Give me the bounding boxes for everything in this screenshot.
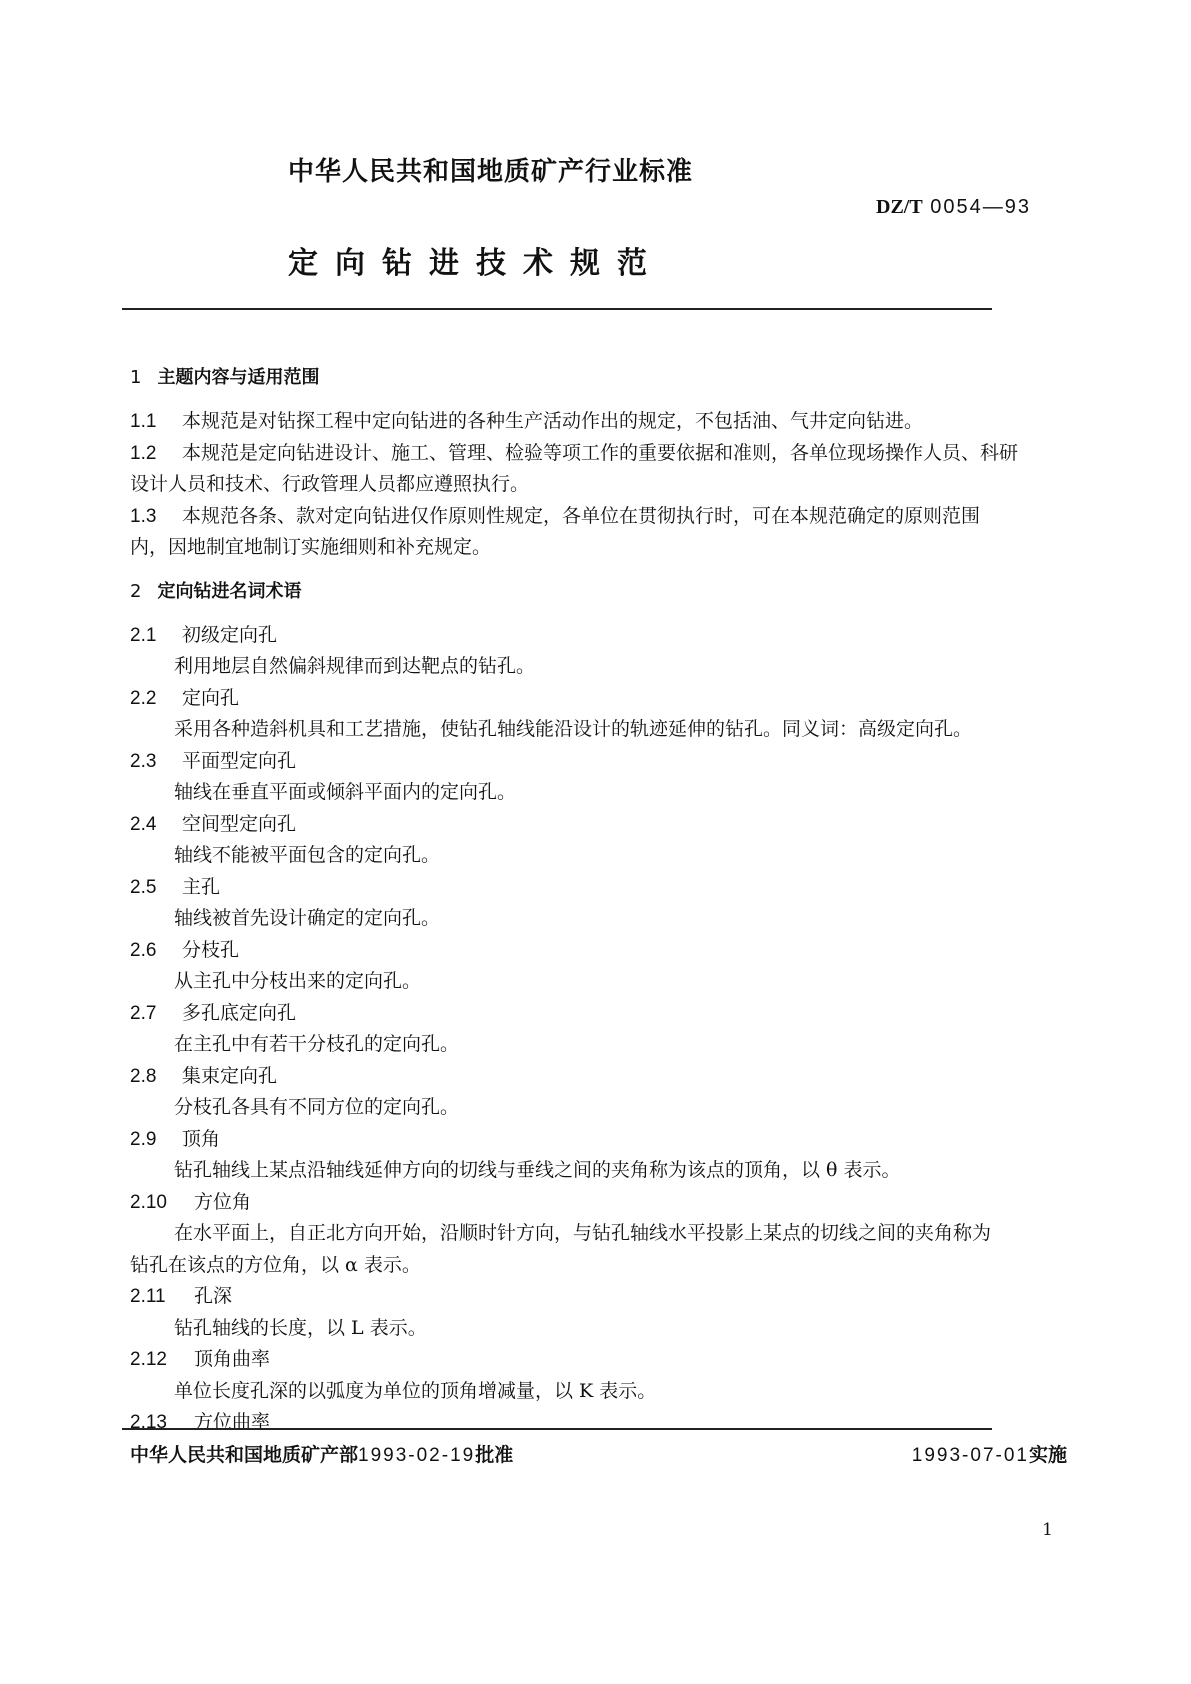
term-name: 方位曲率 bbox=[194, 1411, 271, 1433]
clause-text: 本规范是定向钻进设计、施工、管理、检验等项工作的重要依据和准则，各单位现场操作人员、科研 bbox=[182, 441, 1019, 464]
term-name: 初级定向孔 bbox=[182, 623, 278, 646]
effective-label: 实施 bbox=[1028, 1444, 1067, 1466]
clause-text: 本规范各条、款对定向钻进仅作原则性规定，各单位在贯彻执行时，可在本规范确定的原则范围 bbox=[182, 504, 981, 527]
term-definition: 钻孔轴线的长度，以 L 表示。 bbox=[174, 1316, 427, 1339]
term-number: 2.2 bbox=[130, 687, 157, 709]
approval-date: 1993-02-19 bbox=[358, 1445, 476, 1466]
section-heading-1 bbox=[130, 362, 1070, 394]
term-2-13 bbox=[130, 1407, 1070, 1439]
term-2-8 bbox=[130, 1061, 1070, 1093]
term-2-12 bbox=[130, 1344, 1070, 1376]
term-number: 2.5 bbox=[130, 876, 157, 898]
section-number: 2 bbox=[130, 580, 142, 602]
term-number: 2.10 bbox=[130, 1191, 167, 1213]
document-body bbox=[130, 362, 1070, 1439]
document-title: 定向钻进技术规范 bbox=[288, 246, 664, 281]
term-number: 2.4 bbox=[130, 813, 157, 835]
effective-statement bbox=[912, 1440, 1067, 1467]
term-2-11 bbox=[130, 1281, 1070, 1313]
section-number: 1 bbox=[130, 367, 142, 388]
section-title: 主题内容与适用范围 bbox=[157, 367, 320, 388]
term-number: 2.3 bbox=[130, 750, 157, 772]
term-definition: 在主孔中有若干分枝孔的定向孔。 bbox=[174, 1033, 460, 1055]
term-number: 2.8 bbox=[130, 1065, 157, 1087]
term-definition: 单位长度孔深的以弧度为单位的顶角增减量，以 K 表示。 bbox=[174, 1379, 657, 1402]
section-heading-2 bbox=[130, 576, 1070, 608]
term-definition: 轴线在垂直平面或倾斜平面内的定向孔。 bbox=[174, 781, 517, 803]
term-definition: 轴线被首先设计确定的定向孔。 bbox=[174, 907, 441, 929]
clause-text-continuation: 内，因地制宜地制订实施细则和补充规定。 bbox=[130, 536, 492, 558]
term-name: 方位角 bbox=[194, 1190, 252, 1213]
term-name: 空间型定向孔 bbox=[182, 812, 297, 835]
section-title: 定向钻进名词术语 bbox=[157, 580, 302, 602]
term-name: 多孔底定向孔 bbox=[182, 1001, 297, 1024]
clause-number: 1.1 bbox=[130, 411, 157, 432]
term-2-1 bbox=[130, 620, 1070, 652]
term-name: 集束定向孔 bbox=[182, 1064, 278, 1087]
term-definition: 钻孔轴线上某点沿轴线延伸方向的切线与垂线之间的夹角称为该点的顶角，以 θ 表示。 bbox=[174, 1159, 901, 1181]
footer-divider bbox=[122, 1428, 992, 1430]
term-definition: 分枝孔各具有不同方位的定向孔。 bbox=[174, 1096, 460, 1118]
term-definition: 轴线不能被平面包含的定向孔。 bbox=[174, 844, 441, 866]
page-number: 1 bbox=[1042, 1520, 1053, 1540]
clause-1-3 bbox=[130, 501, 1070, 533]
term-2-4 bbox=[130, 809, 1070, 841]
effective-date: 1993-07-01 bbox=[911, 1445, 1029, 1466]
term-number: 2.13 bbox=[130, 1412, 167, 1433]
issuing-standard-category: 中华人民共和国地质矿产行业标准 bbox=[288, 157, 694, 187]
term-name: 孔深 bbox=[194, 1285, 233, 1307]
term-2-5 bbox=[130, 872, 1070, 904]
term-2-3 bbox=[130, 746, 1070, 778]
term-name: 平面型定向孔 bbox=[182, 749, 297, 772]
term-number: 2.9 bbox=[130, 1128, 157, 1150]
term-definition: 从主孔中分枝出来的定向孔。 bbox=[174, 970, 422, 992]
clause-number: 1.2 bbox=[130, 442, 157, 464]
term-definition: 利用地层自然偏斜规律而到达靶点的钻孔。 bbox=[174, 655, 536, 677]
term-number: 2.7 bbox=[130, 1002, 157, 1024]
standard-code-number: 0054—93 bbox=[930, 196, 1031, 218]
term-number: 2.11 bbox=[130, 1286, 166, 1307]
term-definition-continuation: 钻孔在该点的方位角，以 α 表示。 bbox=[130, 1253, 421, 1276]
header-divider bbox=[122, 308, 992, 310]
term-number: 2.6 bbox=[130, 939, 157, 961]
term-2-6 bbox=[130, 935, 1070, 967]
term-number: 2.12 bbox=[130, 1349, 167, 1370]
term-name: 定向孔 bbox=[182, 686, 240, 709]
term-name: 顶角 bbox=[182, 1127, 221, 1150]
approval-statement bbox=[130, 1440, 513, 1467]
term-name: 主孔 bbox=[182, 875, 221, 898]
term-2-2 bbox=[130, 683, 1070, 715]
approving-authority: 中华人民共和国地质矿产部 bbox=[130, 1444, 359, 1466]
clause-text: 本规范是对钻探工程中定向钻进的各种生产活动作出的规定，不包括油、气井定向钻进。 bbox=[182, 410, 924, 432]
clause-1-1 bbox=[130, 406, 1070, 438]
term-2-9 bbox=[130, 1124, 1070, 1156]
term-2-7 bbox=[130, 998, 1070, 1030]
standard-code-prefix: DZ/T bbox=[876, 196, 923, 218]
standard-code bbox=[876, 196, 1031, 219]
clause-1-2 bbox=[130, 438, 1070, 470]
clause-text-continuation: 设计人员和技术、行政管理人员都应遵照执行。 bbox=[130, 473, 530, 495]
term-definition: 采用各种造斜机具和工艺措施，使钻孔轴线能沿设计的轨迹延伸的钻孔。同义词：高级定向孔。 bbox=[174, 718, 973, 740]
term-2-10 bbox=[130, 1187, 1070, 1219]
approval-label: 批准 bbox=[475, 1444, 514, 1466]
term-definition: 在水平面上，自正北方向开始，沿顺时针方向，与钻孔轴线水平投影上某点的切线之间的夹角称为 bbox=[174, 1222, 992, 1244]
term-name: 顶角曲率 bbox=[194, 1348, 271, 1370]
term-name: 分枝孔 bbox=[182, 938, 240, 961]
clause-number: 1.3 bbox=[130, 505, 157, 527]
term-number: 2.1 bbox=[130, 624, 157, 646]
